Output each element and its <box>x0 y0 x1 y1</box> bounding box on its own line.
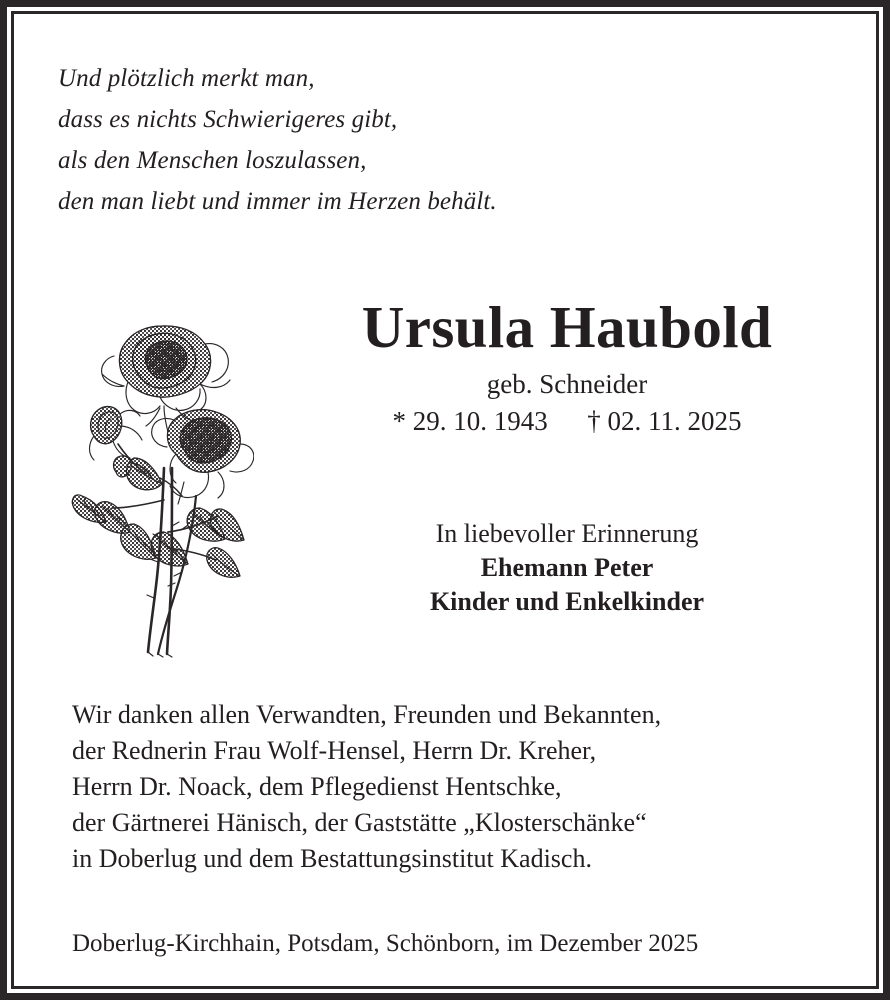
dedication-line: Ehemann Peter <box>480 553 654 582</box>
thanks-line: in Doberlug und dem Bestattungsinstitut Kadisch. <box>72 844 592 873</box>
dedication-line: Kinder und Enkelkinder <box>429 587 705 616</box>
thanks-line: Wir danken allen Verwandten, Freunden und Bekannten, <box>72 700 662 729</box>
dedication-intro: In liebevoller Erinnerung <box>435 519 699 548</box>
notice-sheet <box>14 14 876 986</box>
death-date: 02. 11. 2025 <box>607 406 742 437</box>
memorial-verse <box>58 58 758 222</box>
places-line: Doberlug-Kirchhain, Potsdam, Schönborn, im Dezember 2025 <box>72 930 699 957</box>
thanks-block <box>72 697 862 877</box>
maiden-name: geb. Schneider <box>486 369 648 400</box>
frame-inner-rule <box>11 11 879 989</box>
places-block <box>72 927 862 961</box>
deceased-name: Ursula Haubold <box>361 294 773 360</box>
birth-symbol: * <box>392 406 406 437</box>
dedication-block <box>262 517 872 619</box>
identity-block <box>262 294 872 438</box>
verse-line: Und plötzlich merkt man, <box>58 65 315 92</box>
thanks-line: der Gärtnerei Hänisch, der Gaststätte „Klosterschänke“ <box>72 808 647 837</box>
life-dates <box>262 406 872 438</box>
verse-line: dass es nichts Schwierigeres gibt, <box>58 106 398 133</box>
verse-line: den man liebt und immer im Herzen behält. <box>58 188 497 215</box>
thanks-line: Herrn Dr. Noack, dem Pflegedienst Hentschke, <box>72 772 562 801</box>
frame-white-gap <box>7 7 883 993</box>
death-symbol: † <box>587 406 601 437</box>
verse-line: als den Menschen loszulassen, <box>58 147 367 174</box>
birth-date: 29. 10. 1943 <box>412 406 548 437</box>
thanks-line: der Rednerin Frau Wolf-Hensel, Herrn Dr. Kreher, <box>72 736 597 765</box>
rose-bouquet-illustration <box>68 286 254 658</box>
